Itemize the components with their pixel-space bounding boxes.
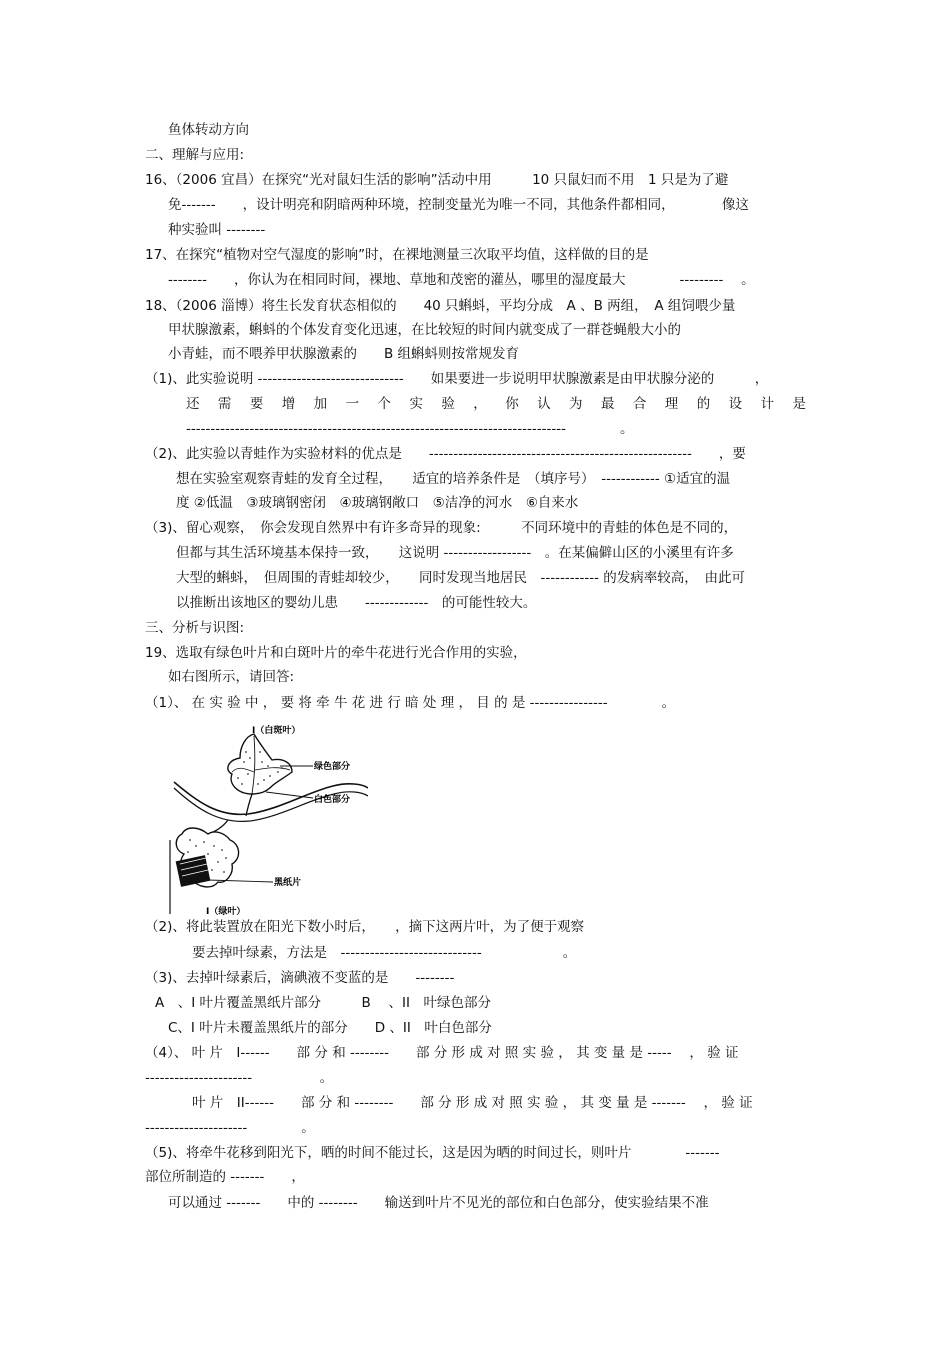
text-line: 还 需 要 增 加 一 个 实 验 ， 你 认 为 最 合 理 的 设 计 是	[186, 396, 806, 412]
subquestion-18-3: （3)、留心观察， 你会发现自然界中有许多奇异的现象: 不同环境中的青蛙的体色是不同的，	[145, 520, 738, 536]
question-19: 19、选取有绿色叶片和白斑叶片的牵牛花进行光合作用的实验，	[145, 645, 527, 661]
option-a-b: A 、I 叶片覆盖黑纸片部分 B 、II 叶绿色部分	[155, 995, 492, 1011]
figure-label-white: 白色部分	[314, 795, 351, 805]
subquestion-19-2: （2)、将此装置放在阳光下数小时后， ，摘下这两片叶，为了便于观察	[145, 919, 585, 935]
text-line: 种实验叫 --------	[168, 222, 266, 238]
section-heading: 二、理解与应用:	[145, 147, 245, 163]
morning-glory-leaf-figure	[168, 722, 368, 918]
figure-label-top: I（白斑叶）	[252, 726, 301, 736]
subquestion-19-5: （5)、将牵牛花移到阳光下，晒的时间不能过长，这是因为晒的时间过长，则叶片 -------	[145, 1145, 720, 1161]
figure-label-green: 绿色部分	[314, 762, 351, 772]
text-line: 度 ②低温 ③玻璃钢密闭 ④玻璃钢敞口 ⑤洁净的河水 ⑥自来水	[176, 495, 579, 511]
text-line: 大型的蝌蚪， 但周围的青蛙却较少， 同时发现当地居民 ------------ 的发病率较高， 由此可	[176, 570, 745, 586]
text-line: 叶 片 II------ 部 分 和 -------- 部 分 形 成 对 照 实 验 ， 其 变 量 是 ------- ， 验 证	[192, 1095, 753, 1111]
option-c-d: C、I 叶片未覆盖黑纸片的部分 D 、II 叶白色部分	[168, 1020, 492, 1036]
subquestion-18-2: （2)、此实验以青蛙作为实验材料的优点是 ------------------------------------------------------ ，要	[145, 446, 746, 462]
text-line: 小青蛙，而不喂养甲状腺激素的 B 组蝌蚪则按常规发育	[168, 346, 520, 362]
figure-label-paper: 黑纸片	[274, 878, 302, 888]
text-line: --------------------- 。	[145, 1120, 315, 1136]
text-line: 以推断出该地区的婴幼儿患 ------------- 的可能性较大。	[176, 595, 537, 611]
text-line: 如右图所示，请回答:	[168, 669, 295, 685]
subquestion-19-1: （1）、 在 实 验 中 ， 要 将 牵 牛 花 进 行 暗 处 理 ， 目 的 是 ---------------- 。	[145, 695, 676, 711]
text-line: 要去掉叶绿素，方法是 ----------------------------- 。	[192, 945, 577, 961]
text-line: 甲状腺激素，蝌蚪的个体发育变化迅速，在比较短的时间内就变成了一群苍蝇般大小的	[168, 322, 681, 338]
text-line: 免------- ，设计明亮和阴暗两种环境，控制变量光为唯一不同，其他条件都相同， 像这	[168, 197, 749, 213]
text-line: ---------------------- 。	[145, 1070, 334, 1086]
question-16: 16、（2006 宜昌）在探究“光对鼠妇生活的影响”活动中用 10 只鼠妇而不用 1 只是为了避	[145, 172, 729, 188]
text-line: 可以通过 ------- 中的 -------- 输送到叶片不见光的部位和白色部分，使实验结果不准	[168, 1195, 709, 1211]
question-18: 18、（2006 淄博）将生长发育状态相似的 40 只蝌蚪，平均分成 A 、B 两组， A 组饲喂少量	[145, 298, 736, 314]
text-line: 部位所制造的 ------- ，	[145, 1169, 305, 1185]
section-heading: 三、分析与识图:	[145, 620, 245, 636]
text-line: 但都与其生活环境基本保持一致， 这说明 ------------------ 。在某偏僻山区的小溪里有许多	[176, 545, 734, 561]
text-line: 鱼体转动方向	[168, 122, 249, 138]
subquestion-18-1: （1)、此实验说明 ------------------------------ 如果要进一步说明甲状腺激素是由甲状腺分泌的 ，	[145, 371, 769, 387]
text-line: -------- ，你认为在相同时间，裸地、草地和茂密的灌丛，哪里的湿度最大 --------- 。	[168, 272, 755, 288]
subquestion-19-4: （4）、 叶 片 I------ 部 分 和 -------- 部 分 形 成 对 照 实 验 ， 其 变 量 是 ----- ， 验 证	[145, 1045, 739, 1061]
question-17: 17、在探究“植物对空气湿度的影响”时，在裸地测量三次取平均值，这样做的目的是	[145, 247, 649, 263]
text-line: ------------------------------------------------------------------------------ 。	[186, 421, 634, 437]
subquestion-19-3: （3)、去掉叶绿素后，滴碘液不变蓝的是 --------	[145, 970, 455, 986]
figure-label-bottom: I（绿叶）	[206, 907, 246, 917]
text-line: 想在实验室观察青蛙的发育全过程， 适宜的培养条件是 （填序号） ------------ ①适宜的温	[176, 471, 731, 487]
